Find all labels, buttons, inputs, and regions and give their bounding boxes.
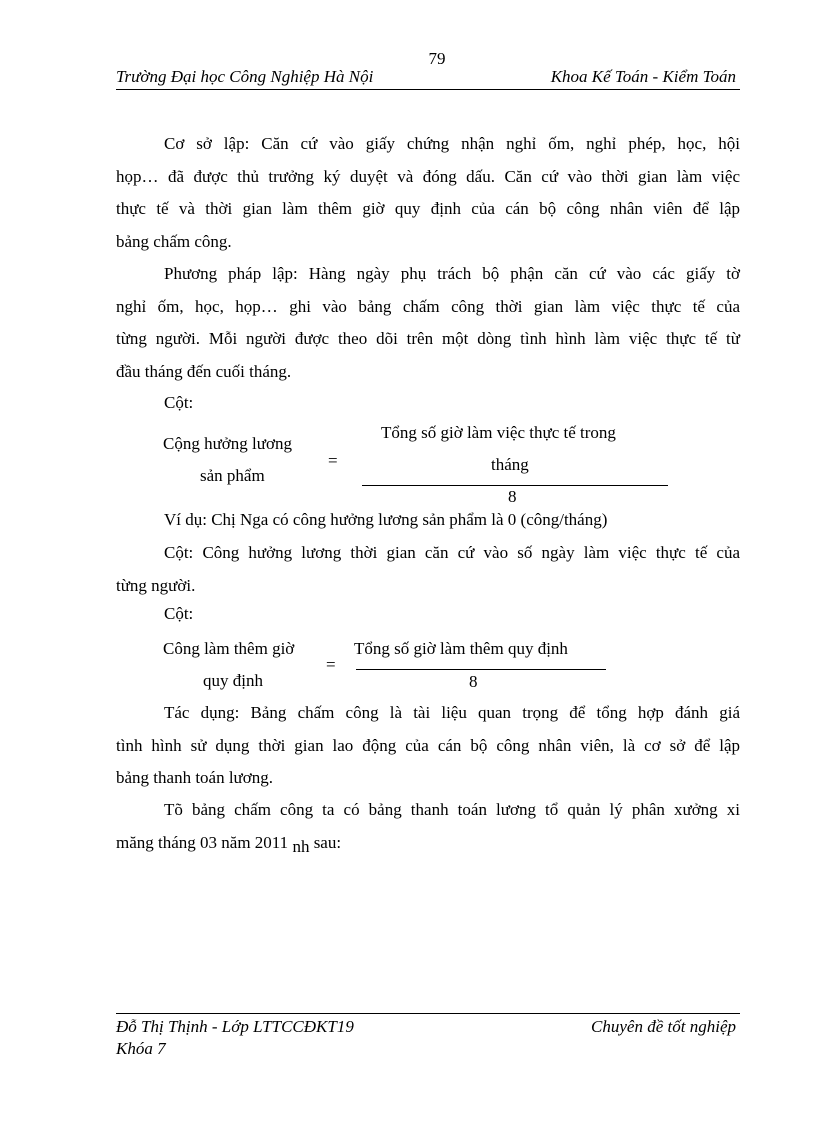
paragraph-effect: [116, 697, 740, 795]
text-line: [116, 827, 740, 860]
fraction-bar: [362, 485, 668, 486]
paragraph-payroll-intro: [116, 794, 740, 859]
text-fragment: nh: [292, 836, 310, 856]
footer-course: Khóa 7: [116, 1039, 166, 1058]
equals-sign: =: [326, 655, 336, 674]
equals-sign: =: [328, 451, 338, 470]
formula-numerator: Tổng số giờ làm thêm quy định: [354, 639, 568, 658]
text-line: Tác dụng: Bảng chấm công là tài liệu quan trọng để tổng hợp đánh giá: [164, 703, 740, 722]
formula-lhs-line: sản phẩm: [200, 466, 265, 485]
text-line: từng người.: [116, 575, 196, 595]
text-line: Cột: Công hưởng lương thời gian căn cứ vào số ngày làm việc thực tế của: [164, 543, 740, 562]
formula-numerator: Tổng số giờ làm việc thực tế trong: [381, 423, 616, 442]
column-label: Cột:: [164, 393, 194, 412]
text-line: từng người. Mỗi người được theo dõi trên một dòng tình hình làm việc thực tế từ: [116, 329, 740, 348]
text-line: bảng chấm công.: [116, 231, 232, 251]
text-segment: sau:: [313, 832, 342, 852]
footer-author: Đỗ Thị Thịnh - Lớp LTTCCĐKT19: [116, 1017, 354, 1036]
formula-lhs-line: quy định: [203, 671, 263, 690]
text-line: bảng thanh toán lương.: [116, 768, 274, 787]
paragraph-time-wage: [116, 537, 740, 602]
text-line: Phương pháp lập: Hàng ngày phụ trách bộ phận căn cứ vào các giấy tờ: [164, 264, 740, 283]
formula-numerator: tháng: [491, 455, 529, 474]
formula-lhs-line: Công làm thêm giờ: [163, 639, 295, 658]
example-text: Ví dụ: Chị Nga có công hưởng lương sản phẩm là 0 (công/tháng): [164, 510, 608, 529]
formula-denominator: 8: [508, 487, 517, 506]
footer-rule: [116, 1013, 740, 1014]
text-segment: măng tháng 03 năm 2011: [116, 832, 289, 852]
text-line: họp… đã được thủ trưởng ký duyệt và đóng dấu. Căn cứ vào thời gian làm việc: [116, 166, 740, 186]
formula-lhs-line: Cộng hưởng lương: [163, 434, 292, 453]
text-line: đầu tháng đến cuối tháng.: [116, 361, 292, 381]
paragraph-method: [116, 258, 740, 388]
header-rule: [116, 89, 740, 90]
header-faculty-name: Khoa Kế Toán - Kiểm Toán: [550, 67, 736, 86]
header-school-name: Trường Đại học Công Nghiệp Hà Nội: [116, 67, 374, 86]
fraction-bar: [356, 669, 606, 670]
paragraph-basis: [116, 128, 740, 258]
text-line: thực tế và thời gian làm thêm giờ quy định của cán bộ công nhân viên để lập: [116, 199, 740, 218]
footer-doc-type: Chuyên đề tốt nghiệp: [591, 1017, 736, 1036]
column-label: Cột:: [164, 604, 194, 623]
formula-denominator: 8: [469, 672, 478, 691]
text-line: Tõ bảng chấm công ta có bảng thanh toán lương tổ quản lý phân xưởng xi: [164, 800, 740, 819]
page-number: 79: [428, 49, 446, 68]
text-line: Cơ sở lập: Căn cứ vào giấy chứng nhận nghỉ ốm, nghỉ phép, học, hội: [164, 134, 740, 153]
text-line: tình hình sử dụng thời gian lao động của cán bộ công nhân viên, là cơ sở để lập: [116, 735, 740, 755]
text-line: nghỉ ốm, học, họp… ghi vào bảng chấm công thời gian làm việc thực tế của: [116, 296, 740, 316]
